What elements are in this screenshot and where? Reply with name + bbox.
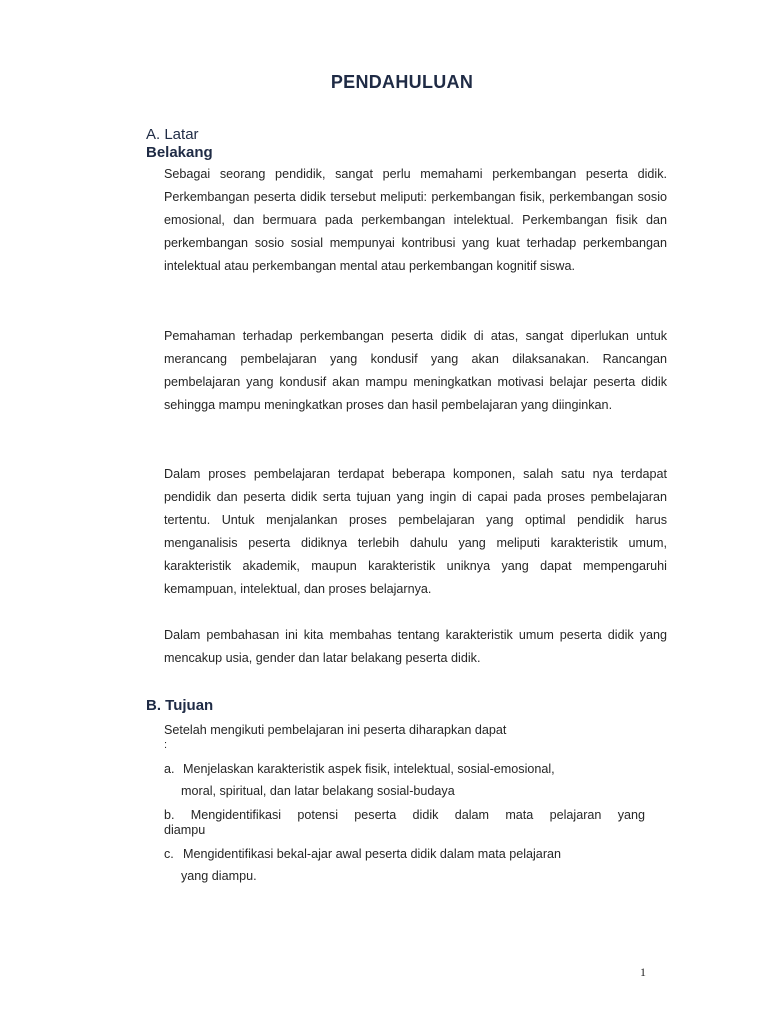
- paragraph-2: Pemahaman terhadap perkembangan peserta didik di atas, sangat diperlukan untuk merancang pembelajaran yang kondusif yang akan dilaksanakan. Rancangan pembelajaran yang kondusif akan mampu meningkatkan motivasi belajar peserta didik sehingga mampu meningkatkan proses dan hasil pembelajaran yang diinginkan.: [164, 329, 667, 412]
- paragraph-4: Dalam pembahasan ini kita membahas tentang karakteristik umum peserta didik yang mencakup usia, gender dan latar belakang peserta didik.: [164, 628, 667, 665]
- list-item-a-line2: moral, spiritual, dan latar belakang sosial-budaya: [181, 784, 455, 798]
- section-b-heading: B. Tujuan: [146, 697, 214, 714]
- list-label: c.: [164, 847, 174, 861]
- section-a-heading-line1: A. Latar: [146, 126, 199, 143]
- list-item-b-line2: diampu: [164, 823, 206, 837]
- paragraph-1: Sebagai seorang pendidik, sangat perlu memahami perkembangan peserta didik. Perkembangan peserta didik tersebut meliputi: perkembangan fisik, perkembangan sosio emosional, dan bermuara pada perkembangan intelektual. Perkembangan fisik dan perkembangan sosio sosial mempunyai kontribusi yang kuat terhadap perkembangan intelektual atau perkembangan mental atau perkembangan kognitif siswa.: [164, 167, 667, 273]
- list-item-b: [164, 808, 645, 822]
- section-b-intro: Setelah mengikuti pembelajaran ini peserta diharapkan dapat: [164, 723, 507, 737]
- list-item-c: [164, 847, 645, 861]
- list-text-line1: Mengidentifikasi bekal-ajar awal peserta didik dalam mata pelajaran: [183, 847, 562, 861]
- list-text-line1: Menjelaskan karakteristik aspek fisik, intelektual, sosial-emosional,: [183, 762, 555, 776]
- page-number: 1: [640, 965, 646, 979]
- list-item-c-line2: yang diampu.: [181, 869, 257, 883]
- list-label: b.: [164, 808, 175, 822]
- list-label: a.: [164, 762, 175, 776]
- section-b-intro-colon: :: [164, 739, 168, 751]
- page-title: PENDAHULUAN: [330, 72, 474, 92]
- list-text-line1: Mengidentifikasi potensi peserta didik dalam mata pelajaran yang: [190, 808, 645, 822]
- paragraph-3: Dalam proses pembelajaran terdapat beberapa komponen, salah satu nya terdapat pendidik dan peserta didik serta tujuan yang ingin di capai pada proses pembelajaran tertentu. Untuk menjalankan proses pembelajaran yang optimal pendidik harus menganalisis peserta didiknya terlebih dahulu yang meliputi karakteristik umum, karakteristik akademik, maupun karakteristik uniknya yang dapat mempengaruhi kemampuan, intelektual, dan proses belajarnya.: [164, 467, 667, 596]
- list-item-a: [164, 762, 645, 776]
- section-a-heading-line2: Belakang: [146, 144, 213, 161]
